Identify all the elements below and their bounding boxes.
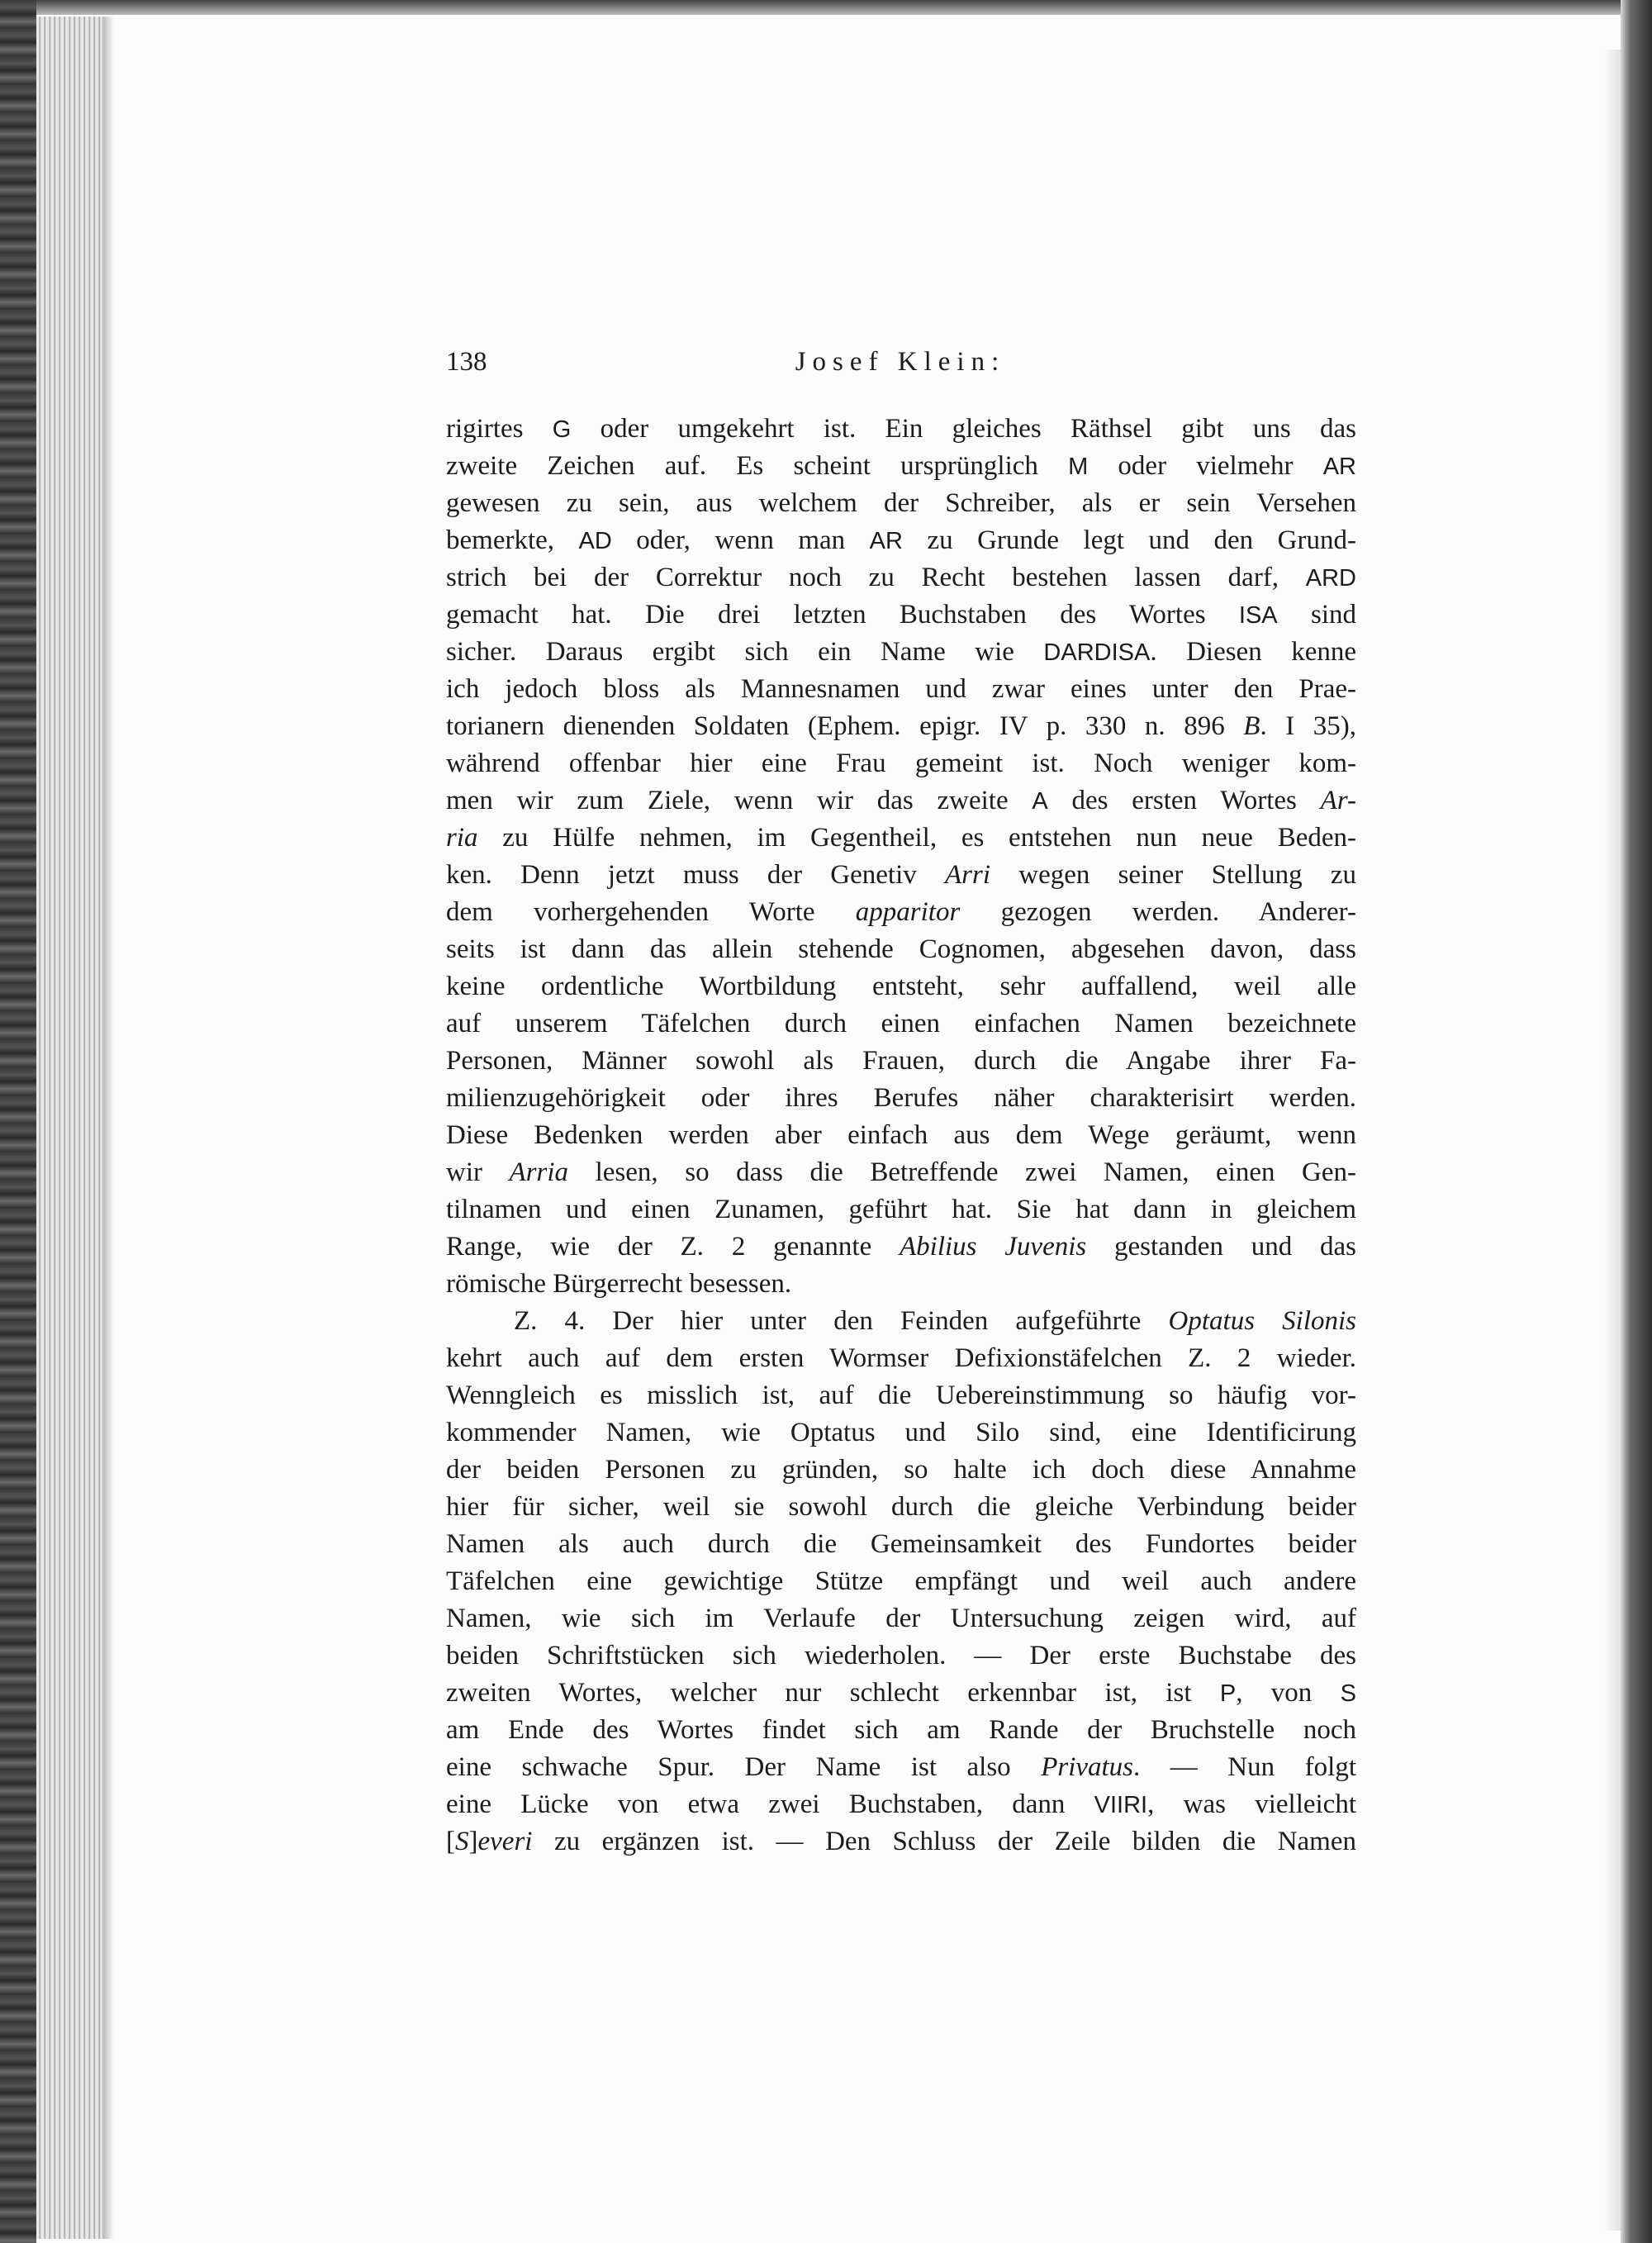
inscription-letters: AR (869, 528, 903, 554)
italic-name: everi (477, 1827, 533, 1856)
inscription-letters: AR (1322, 454, 1356, 480)
text-segment: wir (446, 1157, 510, 1187)
text-line (446, 708, 1356, 745)
text-segment: beiden Schriftstücken sich wiederholen. — Der erste Buchstabe des (446, 1641, 1356, 1670)
text-segment: am Ende des Wortes findet sich am Rande der Bruchstelle noch (446, 1715, 1356, 1745)
text-line (446, 1043, 1356, 1080)
italic-name: Arri (945, 860, 991, 890)
text-segment: des ersten Wortes (1047, 786, 1321, 815)
text-line (446, 411, 1356, 448)
text-segment: oder umgekehrt ist. Ein gleiches Räthsel gibt uns das (571, 414, 1356, 444)
inscription-letters: A (1032, 788, 1048, 815)
text-line (446, 857, 1356, 894)
text-line (446, 820, 1356, 857)
text-line (446, 1563, 1356, 1600)
inscription-letters: ISA (1238, 602, 1278, 629)
text-segment: eine schwache Spur. Der Name ist also (446, 1752, 1042, 1782)
text-line (446, 782, 1356, 820)
text-segment: Namen, wie sich im Verlaufe der Untersuchung zeigen wird, auf (446, 1604, 1356, 1633)
text-line (446, 559, 1356, 596)
italic-name: B (1243, 711, 1260, 741)
text-line (446, 1489, 1356, 1526)
running-title: Josef Klein: (795, 347, 1006, 377)
text-line (446, 522, 1356, 559)
text-segment: auf unserem Täfelchen durch einen einfachen Namen bezeichnete (446, 1009, 1356, 1038)
text-segment: eine Lücke von etwa zwei Buchstaben, dann (446, 1789, 1094, 1819)
text-segment: tilnamen und einen Zunamen, geführt hat. Sie hat dann in gleichem (446, 1195, 1356, 1224)
text-line (446, 1340, 1356, 1377)
text-line (446, 1600, 1356, 1637)
text-line (446, 894, 1356, 931)
text-line (446, 1080, 1356, 1117)
italic-name: Arria (509, 1157, 569, 1187)
text-segment: strich bei der Correktur noch zu Recht bestehen lassen darf, (446, 563, 1306, 592)
text-segment: keine ordentliche Wortbildung entsteht, sehr auffallend, weil alle (446, 972, 1356, 1001)
scan-top-edge (0, 0, 1652, 15)
text-segment: . — Nun folgt (1133, 1752, 1356, 1782)
text-segment: rigirtes (446, 414, 553, 444)
text-segment: zu Grunde legt und den Grund- (902, 525, 1356, 555)
text-segment: torianern dienenden Soldaten (Ephem. epigr. IV p. 330 n. 896 (446, 711, 1244, 741)
text-line (446, 745, 1356, 782)
text-segment: lesen, so dass die Betreffende zwei Namen, einen Gen- (568, 1157, 1356, 1187)
text-segment: hier für sicher, weil sie sowohl durch die gleiche Verbindung beider (446, 1492, 1356, 1522)
italic-name: apparitor (855, 897, 961, 927)
text-line (446, 671, 1356, 708)
text-line (446, 1675, 1356, 1712)
text-line (446, 1303, 1356, 1340)
text-line (446, 931, 1356, 968)
text-segment: milienzugehörigkeit oder ihres Berufes näher charakterisirt werden. (446, 1083, 1356, 1113)
page-gutter-shadow (102, 17, 114, 2239)
inscription-letters: G (552, 416, 572, 443)
text-segment: Personen, Männer sowohl als Frauen, durch die Angabe ihrer Fa- (446, 1046, 1356, 1076)
text-segment: Diese Bedenken werden aber einfach aus dem Wege geräumt, wenn (446, 1120, 1356, 1150)
text-segment: Wenngleich es misslich ist, auf die Uebereinstimmung so häufig vor- (446, 1380, 1356, 1410)
inscription-letters: AD (578, 528, 612, 554)
text-segment: , von (1236, 1678, 1341, 1708)
text-line (446, 1526, 1356, 1563)
text-segment: ken. Denn jetzt muss der Genetiv (446, 860, 945, 890)
inscription-letters: VIIRI (1094, 1792, 1148, 1818)
text-line (446, 1191, 1356, 1228)
text-segment: ] (468, 1827, 478, 1856)
text-line (446, 968, 1356, 1005)
inscription-letters: M (1068, 454, 1089, 480)
text-line (446, 1452, 1356, 1489)
text-segment: während offenbar hier eine Frau gemeint ist. Noch weniger kom- (446, 748, 1356, 778)
italic-name: Privatus (1041, 1752, 1134, 1782)
italic-name: Abilius Juvenis (900, 1232, 1087, 1262)
page-number: 138 (446, 347, 487, 377)
text-line (446, 1266, 1356, 1303)
text-segment: , was vielleicht (1147, 1789, 1356, 1819)
text-segment: gewesen zu sein, aus welchem der Schreiber, als er sein Versehen (446, 488, 1356, 518)
text-line (446, 1786, 1356, 1823)
text-line (446, 1154, 1356, 1191)
text-segment: sind (1277, 600, 1356, 630)
text-segment: gemacht hat. Die drei letzten Buchstaben des Wortes (446, 600, 1239, 630)
book-binding (0, 0, 36, 2243)
text-segment: oder vielmehr (1088, 451, 1323, 481)
text-segment: bemerkte, (446, 525, 579, 555)
text-segment: . Diesen kenne (1150, 637, 1356, 667)
text-segment: zweiten Wortes, welcher nur schlecht erkennbar ist, ist (446, 1678, 1220, 1708)
italic-name: Ar- (1320, 786, 1356, 815)
text-line (446, 1823, 1356, 1860)
text-segment: oder, wenn man (611, 525, 870, 555)
text-line (446, 1749, 1356, 1786)
text-segment: dem vorhergehenden Worte (446, 897, 856, 927)
inscription-letters: DARDISA (1043, 639, 1151, 666)
text-line (446, 1228, 1356, 1266)
text-segment: wegen seiner Stellung zu (990, 860, 1356, 890)
text-line (446, 1377, 1356, 1414)
text-line (446, 1414, 1356, 1452)
text-line (446, 596, 1356, 634)
italic-name: ria (446, 823, 478, 853)
text-segment: Z. 4. Der hier unter den Feinden aufgeführte (514, 1306, 1169, 1336)
page-stack-edges (36, 17, 102, 2239)
text-segment: seits ist dann das allein stehende Cognomen, abgesehen davon, dass (446, 934, 1356, 964)
text-segment: kommender Namen, wie Optatus und Silo sind, eine Identificirung (446, 1418, 1356, 1447)
text-segment: zu Hülfe nehmen, im Gegentheil, es entstehen nun neue Beden- (477, 823, 1356, 853)
text-line (446, 634, 1356, 671)
text-segment: gezogen werden. Anderer- (960, 897, 1357, 927)
text-segment: Namen als auch durch die Gemeinsamkeit des Fundortes beider (446, 1529, 1356, 1559)
text-line (446, 448, 1356, 485)
text-line (446, 1712, 1356, 1749)
body-text (446, 411, 1356, 1860)
text-segment: zweite Zeichen auf. Es scheint ursprünglich (446, 451, 1069, 481)
text-segment: men wir zum Ziele, wenn wir das zweite (446, 786, 1032, 815)
text-segment: zu ergänzen ist. — Den Schluss der Zeile bilden die Namen (532, 1827, 1356, 1856)
page-header (446, 347, 1355, 388)
text-segment: Range, wie der Z. 2 genannte (446, 1232, 900, 1262)
italic-name: Optatus Silonis (1168, 1306, 1357, 1336)
italic-name: S (455, 1827, 469, 1856)
text-line (446, 1637, 1356, 1675)
scan-right-edge (1621, 0, 1652, 2243)
text-segment: gestanden und das (1086, 1232, 1356, 1262)
text-segment: . I 35), (1260, 711, 1356, 741)
text-segment: Täfelchen eine gewichtige Stütze empfängt und weil auch andere (446, 1566, 1356, 1596)
inscription-letters: ARD (1305, 565, 1356, 592)
text-segment: sicher. Daraus ergibt sich ein Name wie (446, 637, 1044, 667)
text-segment: ich jedoch bloss als Mannesnamen und zwar eines unter den Prae- (446, 674, 1356, 704)
text-line (446, 485, 1356, 522)
facing-page-edge (1604, 50, 1621, 2231)
text-line (446, 1117, 1356, 1154)
text-segment: römische Bürgerrecht besessen. (446, 1269, 792, 1299)
text-segment: [ (446, 1827, 455, 1856)
inscription-letters: S (1340, 1680, 1357, 1707)
text-segment: der beiden Personen zu gründen, so halte ich doch diese Annahme (446, 1455, 1356, 1485)
text-segment: kehrt auch auf dem ersten Wormser Defixionstäfelchen Z. 2 wieder. (446, 1343, 1356, 1373)
text-line (446, 1005, 1356, 1043)
inscription-letters: P (1219, 1680, 1237, 1707)
